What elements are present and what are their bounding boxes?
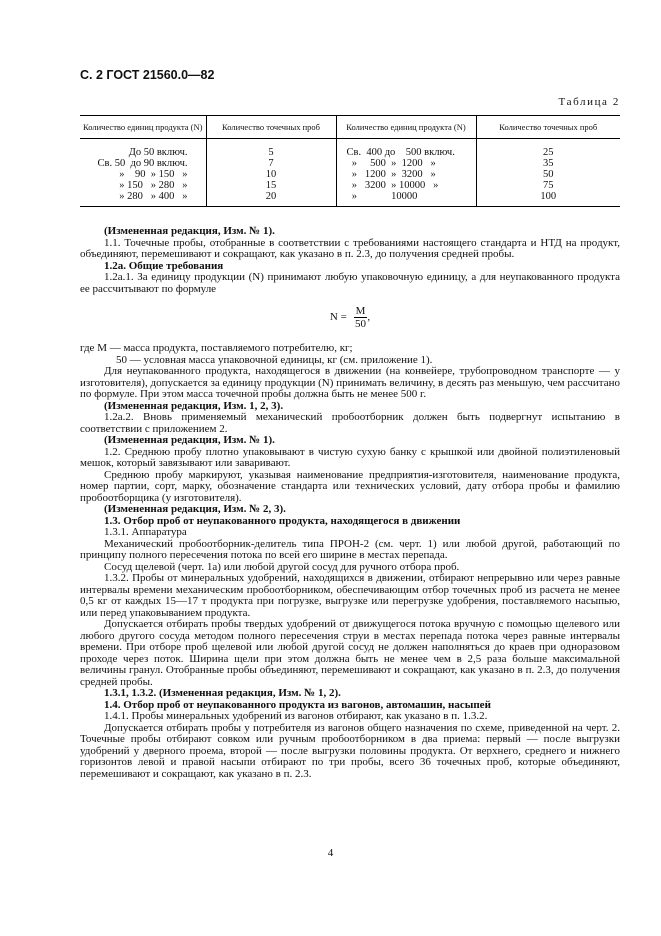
formula-fraction xyxy=(354,305,371,330)
paragraph: Сосуд щелевой (черт. 1а) или любой другой сосуд для ручного отбора проб. xyxy=(104,560,460,573)
paragraph: 1.2. Среднюю пробу плотно упаковывают в чистую сухую банку с крышкой или двойной полиэтиленовый мешок, который завязывают или заваривают. xyxy=(80,445,620,469)
formula xyxy=(80,305,620,335)
amendment-note: (Измененная редакция, Изм. № 2, 3). xyxy=(104,503,286,515)
table-row xyxy=(80,158,620,169)
formula-tail: , xyxy=(367,311,371,324)
page-number: 4 xyxy=(327,847,334,859)
col-header-samples: Количество точечных проб xyxy=(476,116,620,139)
table-cell: До 50 включ. xyxy=(128,147,188,158)
paragraph: Допускается отбирать пробы твердых удобрений от движущегося потока вручную с помощью щелевого или любого другого сосуда методом полного пересечения струи в местах перепада потока через равные интервалы времени. При отборе проб щелевой или любой другой сосуд не должен наполняться до краев при одноразовом проходе через поток. Ширина щели при этом должна быть не менее чем в 2,5 раза больше максимальной величины гранул. Отобранные пробы объединяют, перемешивают и сокращают, как указано в п. 2.3, до получения средней пробы. xyxy=(80,618,620,688)
table-cell: 5 xyxy=(206,139,336,159)
paragraph: 1.2а.2. Вновь применяемый механический пробоотборник должен быть подвергнут испытанию в соответствии с приложением 2. xyxy=(80,411,620,435)
table-row xyxy=(80,139,620,159)
table-cell: 100 xyxy=(476,191,620,207)
amendment-note: (Измененная редакция, Изм. № 1). xyxy=(104,434,275,446)
paragraph: Допускается отбирать пробы у потребителя из вагонов общего назначения по схеме, приведенной на черт. 2. Точечные пробы отбирают совком или ручным пробоотборником в два приема: первый — после выгрузки удобрений у дверного проема, второй — после выгрузки половины продукта. От верхнего, среднего и нижнего горизонтов левой и правой насыпи отбирают по три пробы, всего 36 точечных проб, которые объединяют, перемешивают и сокращают, как указано в п. 2.3. xyxy=(80,721,620,780)
paragraph: 1.1. Точечные пробы, отобранные в соответствии с требованиями настоящего стандарта и НТД на продукт, объединяют, перемешивают и сокращают, как указано в п. 2.3, до получения средней пробы. xyxy=(80,236,620,260)
sampling-table xyxy=(80,115,620,207)
table-cell: 10 xyxy=(206,169,336,180)
table-cell: » 150 » 280 » xyxy=(119,180,188,191)
col-header-samples: Количество точечных проб xyxy=(206,116,336,139)
table-cell: 50 xyxy=(476,169,620,180)
col-header-units: Количество единиц продукта (N) xyxy=(336,116,476,139)
table-cell: » 280 » 400 » xyxy=(80,191,206,207)
table-cell: 25 xyxy=(476,139,620,159)
amendment-note: (Измененная редакция, Изм. 1, 2, 3). xyxy=(104,399,284,412)
table-cell: » 500 » 1200 » xyxy=(336,158,476,169)
table-row xyxy=(80,180,620,191)
table-cell: 35 xyxy=(476,158,620,169)
table-cell: Св. 400 до 500 включ. xyxy=(336,139,476,159)
paragraph: Механический пробоотборник-делитель типа ПРОН-2 (см. черт. 1) или любой другой, работающий по принципу полного пересечения потока по всей его ширине в местах перепада. xyxy=(80,537,620,561)
formula-lhs: N = xyxy=(329,311,347,324)
table-row xyxy=(80,169,620,180)
paragraph: 1.3.2. Пробы от минеральных удобрений, находящихся в движении, отбирают непрерывно или через равные интервалы времени механическим пробоотборником, обеспечивающим отбор точечных проб из расчета не менее 0,5 кг от каждых 15—17 т продукта при погрузке, выгрузке или перегрузке удобрения, поставляемого насыпью, или перед упаковыванием продукта. xyxy=(80,572,620,619)
table-cell: 7 xyxy=(206,158,336,169)
col-header-units: Количество единиц продукта (N) xyxy=(80,116,206,139)
paragraph: 50 — условная масса упаковочной единицы, кг (см. приложение 1). xyxy=(116,353,433,366)
formula-numerator: M xyxy=(355,305,366,317)
section-heading: 1.2а. Общие требования xyxy=(104,259,224,272)
paragraph: где M — масса продукта, поставляемого потребителю, кг; xyxy=(80,342,353,354)
amendment-note: (Измененная редакция, Изм. № 1). xyxy=(104,225,275,237)
table-cell: » 1200 » 3200 » xyxy=(336,169,476,180)
table-row xyxy=(80,191,620,207)
table-cell: » 3200 » 10000 » xyxy=(336,180,476,191)
section-heading: 1.4. Отбор проб от неупакованного продукта из вагонов, автомашин, насыпей xyxy=(104,698,491,711)
table-cell: 15 xyxy=(206,180,336,191)
table-cell: » 90 » 150 » xyxy=(119,169,188,180)
table-cell: 20 xyxy=(206,191,336,207)
amendment-note: 1.3.1, 1.3.2. (Измененная редакция, Изм. № 1, 2). xyxy=(104,687,341,699)
table-cell: 75 xyxy=(476,180,620,191)
paragraph: Среднюю пробу маркируют, указывая наименование предприятия-изготовителя, наименование продукта, номер партии, сорт, марку, обозначение стандарта или технических условий, дату отбора пробы и фамилию пробоотборщика (у изготовителя). xyxy=(80,468,620,504)
section-heading: 1.3. Отбор проб от неупакованного продукта, находящегося в движении xyxy=(104,514,461,527)
paragraph: 1.3.1. Аппаратура xyxy=(104,526,187,538)
page-header: С. 2 ГОСТ 21560.0—82 xyxy=(80,68,215,82)
paragraph: 1.4.1. Пробы минеральных удобрений из вагонов отбирают, как указано в п. 1.3.2. xyxy=(104,710,488,722)
table-cell: » 10000 xyxy=(336,191,476,207)
table-caption: Таблица 2 xyxy=(558,96,620,108)
table-cell: Св. 50 до 90 включ. xyxy=(97,158,188,169)
body-text xyxy=(80,226,620,780)
paragraph: 1.2а.1. За единицу продукции (N) принимают любую упаковочную единицу, а для неупакованного продукта ее рассчитывают по формуле xyxy=(80,271,620,295)
paragraph: Для неупакованного продукта, находящегося в движении (на конвейере, трубопроводном транспорте — у изготовителя), допускается за единицу продукции (N) принимать величину, в десять раз меньшую, чем рассчитано по формуле. При этом масса точечной пробы должна быть не менее 500 г. xyxy=(80,365,620,400)
formula-denominator: 50 xyxy=(354,318,366,330)
